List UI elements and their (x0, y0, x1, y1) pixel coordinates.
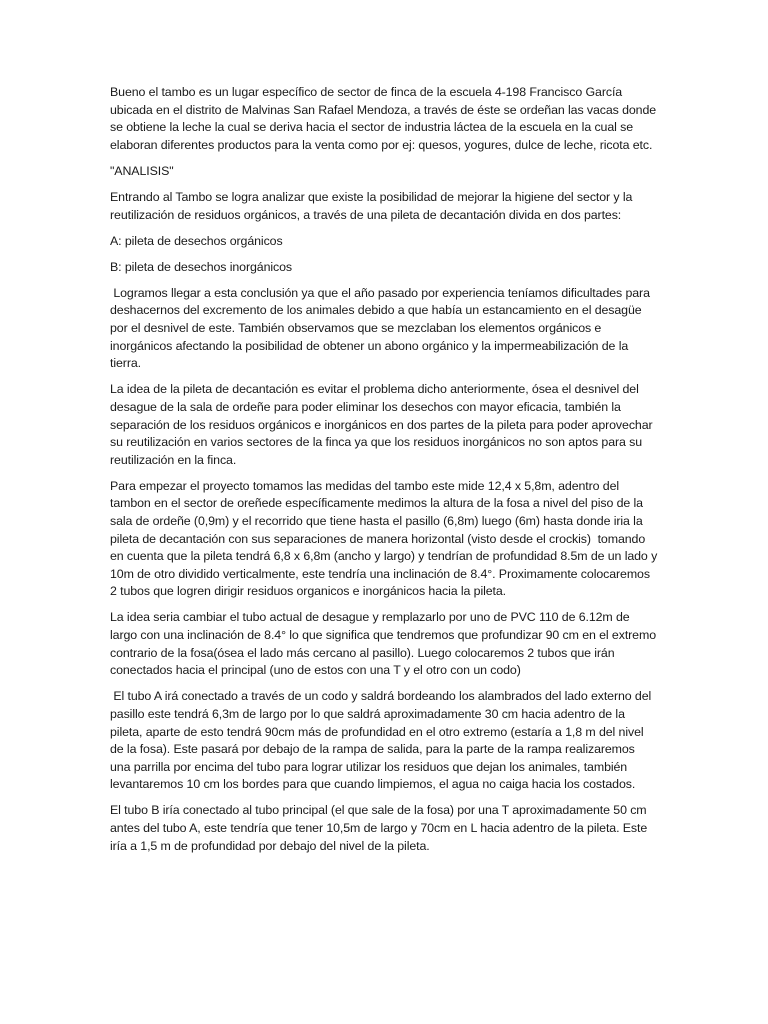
paragraph-tube-b: El tubo B iría conectado al tubo principal (el que sale de la fosa) por una T aproximadamente 50 cm antes del tubo A, este tendría que tener 10,5m de largo y 70cm en L hacia adentro de la pileta. Este iría a 1,5 m de profundidad por debajo del nivel de la pileta. (110, 803, 651, 853)
paragraph-pipe-replacement: La idea seria cambiar el tubo actual de desague y remplazarlo por uno de PVC 110 de 6.12m de largo con una inclinación de 8.4° lo que significa que tendremos que profundizar 90 cm en el extremo contrario de la fosa(ósea el lado más cercano al pasillo). Luego colocaremos 2 tubos que irán conectados hacia el principal (uno de estos con una T y el otro con un codo) (110, 610, 660, 678)
list-item-a: A: pileta de desechos orgánicos (110, 233, 283, 248)
paragraph-measurements: Para empezar el proyecto tomamos las medidas del tambo este mide 12,4 x 5,8m, adentro del tambon en el sector de oreñede específicamente medimos la altura de la fosa a nivel del piso de la sala de ordeñe (0,9m) y el recorrido que tiene hasta el pasillo (6,8m) luego (6m) hasta donde iria la pileta de decantación con sus separaciones de manera horizontal (visto desde el crockis) tomando en cuenta que la pileta tendrá 6,8 x 6,8m (ancho y largo) y tendrían de profundidad 8.5m de un lado y 10m de otro dividido verticalmente, este tendría una inclinación de 8.4°. Proximamente colocaremos 2 tubos que logren dirigir residuos organicos e inorgánicos hacia la pileta. (110, 478, 661, 599)
list-item-b: B: pileta de desechos inorgánicos (110, 259, 292, 274)
section-heading-analisis: "ANALISIS" (110, 163, 174, 178)
paragraph-conclusion: Logramos llegar a esta conclusión ya que el año pasado por experiencia teníamos dificultades para deshacernos del excremento de los animales debido a que había un estancamiento en el desagüe por el desnivel de este. También observamos que se mezclaban los elementos orgánicos e inorgánicos afectando la posibilidad de obtener un abono orgánico y la impermeabilización de la tierra. (110, 285, 654, 371)
paragraph-tube-a: El tubo A irá conectado a través de un codo y saldrá bordeando los alambrados del lado externo del pasillo este tendrá 6,3m de largo por lo que saldrá aproximadamente 30 cm hacia adentro de la pileta, aparte de esto tendrá 90cm más de profundidad en el otro extremo (estaría a 1,8 m del nivel de la fosa). Este pasará por debajo de la rampa de salida, para la parte de la rampa realizaremos una parrilla por encima del tubo para lograr utilizar los residuos que dejan los animales, también levantaremos 10 cm los bordes para que cuando limpiemos, el agua no caiga hacia los costados. (110, 689, 655, 792)
paragraph-idea: La idea de la pileta de decantación es evitar el problema dicho anteriormente, ósea el desnivel del desague de la sala de ordeñe para poder eliminar los desechos con mayor eficacia, también la separación de los residuos orgánicos e inorgánicos en dos partes de la pileta para poder aprovechar su reutilización en varios sectores de la finca ya que los residuos inorgánicos no son aptos para su reutilización en la finca. (110, 382, 656, 467)
paragraph-analysis: Entrando al Tambo se logra analizar que existe la posibilidad de mejorar la higiene del sector y la reutilización de residuos orgánicos, a través de una pileta de decantación divida en dos partes: (110, 189, 636, 222)
paragraph-intro: Bueno el tambo es un lugar específico de sector de finca de la escuela 4-198 Francisco García ubicada en el distrito de Malvinas San Rafael Mendoza, a través de éste se ordeñan las vacas donde se obtiene la leche la cual se deriva hacia el sector de industria láctea de la escuela en la cual se elaboran diferentes productos para la venta como por ej: quesos, yogures, dulce de leche, ricota etc. (110, 85, 660, 152)
